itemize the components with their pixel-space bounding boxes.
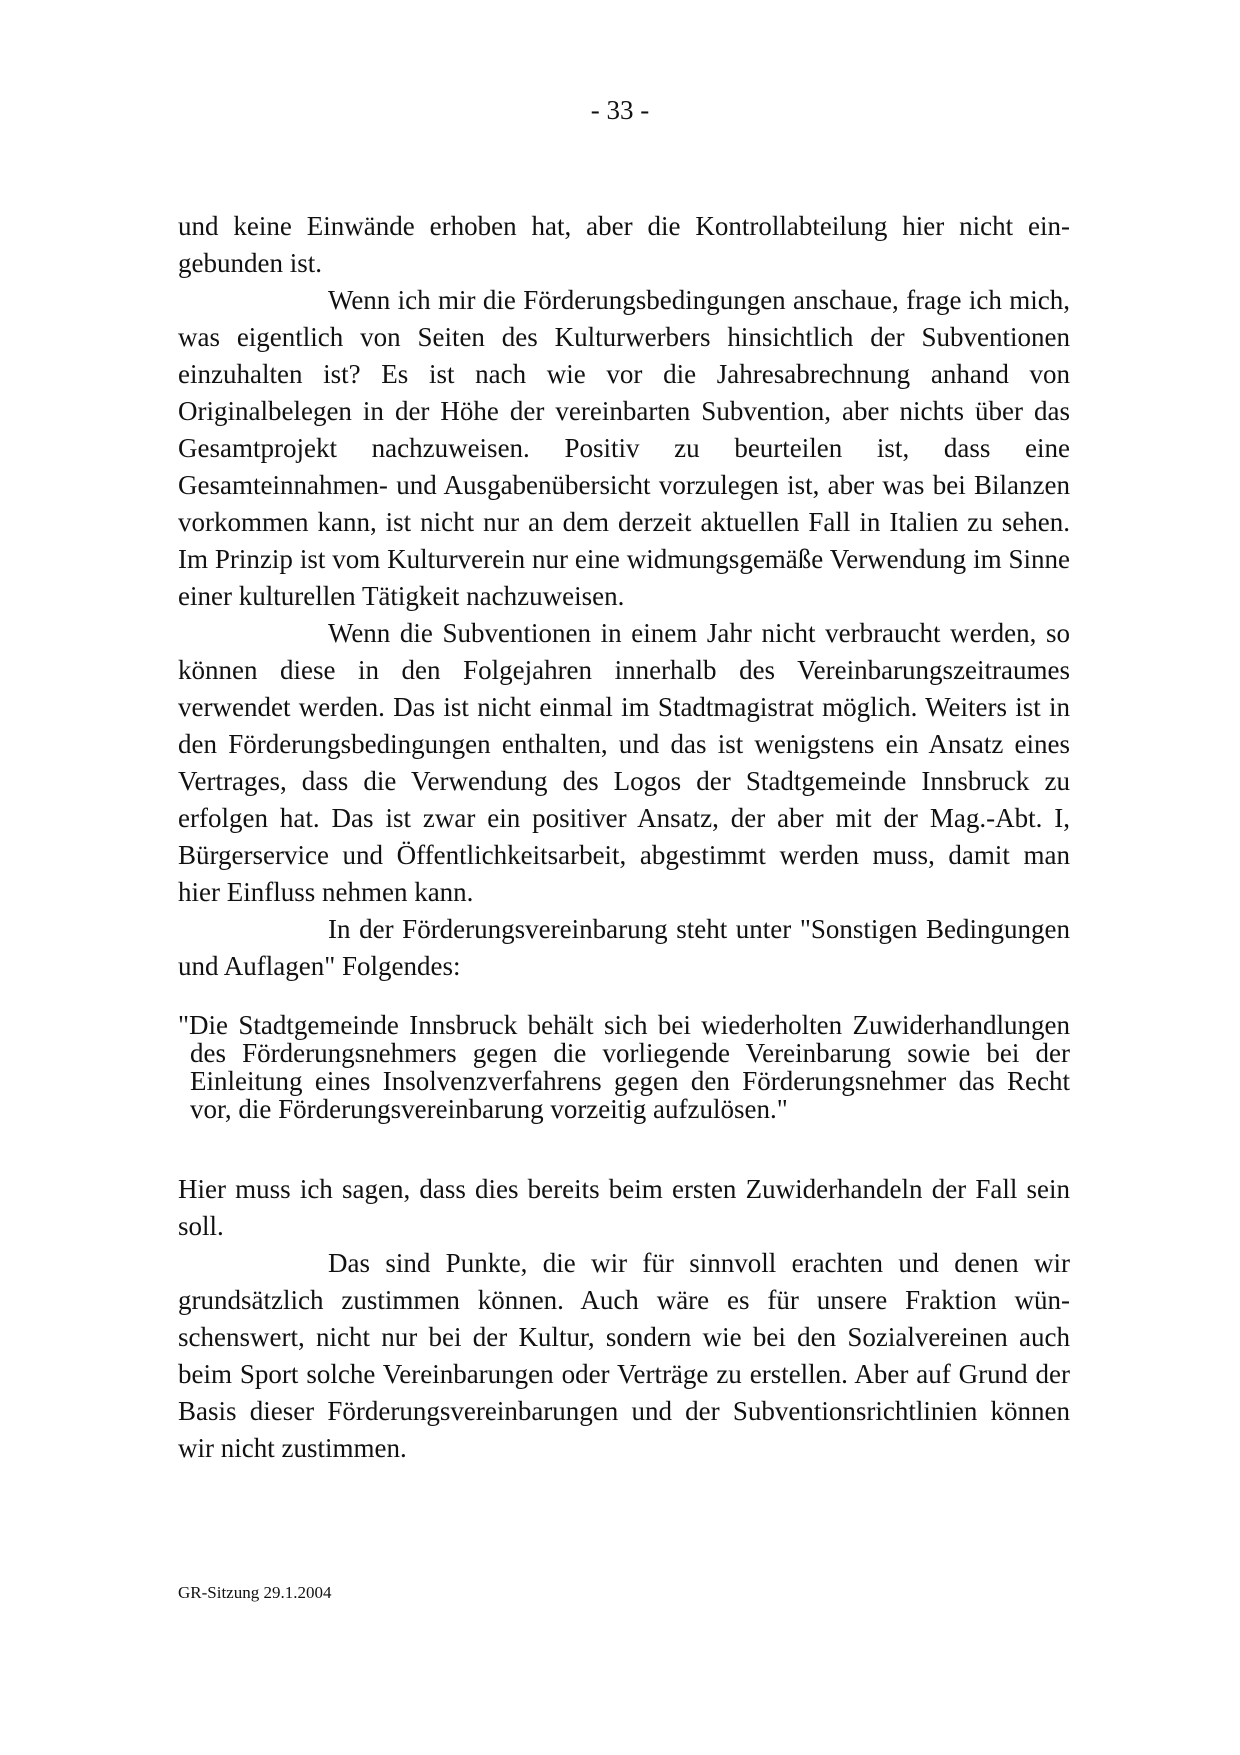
paragraph-foerderungsvereinbarung: In der Förderungsvereinbarung steht unter "Sonstigen Bedingungen und Auflagen" Folgendes: <box>178 914 1070 981</box>
footer-session-date: GR-Sitzung 29.1.2004 <box>178 1583 332 1602</box>
paragraph-foerderungsbedingungen: Wenn ich mir die Förderungsbedingungen anschaue, frage ich mich, was eigentlich von Seiten des Kulturwerbers hinsichtlich der Subventionen einzuhalten ist? Es ist nach wie vor die Jahresabrechnung anhand von Originalbelegen in der Höhe der vereinbarten Subvention, aber nichts über das Gesamtprojekt nachzuweisen. Positiv zu beurteilen ist, dass eine Gesamteinnahmen- und Ausgabenübersicht vorzulegen ist, aber was bei Bilanzen vorkommen kann, ist nicht nur an dem derzeit aktuellen Fall in Italien zu sehen. Im Prinzip ist vom Kulturverein nur eine widmungsgemäße Verwendung im Sinne einer kulturellen Tätigkeit nachzuweisen. <box>178 285 1070 611</box>
paragraph-zuwiderhandeln: Hier muss ich sagen, dass dies bereits beim ersten Zuwiderhandeln der Fall sein soll. <box>178 1174 1070 1241</box>
paragraph-conclusion: Das sind Punkte, die wir für sinnvoll erachten und denen wir grundsätzlich zustimmen können. Auch wäre es für unsere Fraktion wünschenswert, nicht nur bei der Kultur, sondern wie bei den Sozialvereinen auch beim Sport solche Vereinbarungen oder Verträge zu erstellen. Aber auf Grund der Basis dieser Förderungsvereinbarungen und der Subventionsrichtlinien können wir nicht zustimmen. <box>178 1248 1070 1463</box>
document-body <box>178 208 1070 1467</box>
block-quote: "Die Stadtgemeinde Innsbruck behält sich bei wiederholten Zuwiderhandlungen des Förderungsnehmers gegen die vorliegende Vereinbarung sowie bei der Einleitung eines Insolvenzverfahrens gegen den Förderungsnehmer das Recht vor, die Förderungsvereinbarung vorzeitig aufzulösen." <box>178 1010 1070 1124</box>
paragraph-subventionen: Wenn die Subventionen in einem Jahr nicht verbraucht werden, so können diese in den Folgejahren innerhalb des Vereinbarungszeitraumes verwendet werden. Das ist nicht einmal im Stadtmagistrat möglich. Weiters ist in den Förderungsbedingungen enthalten, und das ist wenigstens ein Ansatz eines Vertrages, dass die Verwendung des Logos der Stadtgemeinde Innsbruck zu erfolgen hat. Das ist zwar ein positiver Ansatz, der aber mit der Mag.-Abt. I, Bürgerservice und Öffentlichkeitsarbeit, abgestimmt werden muss, damit man hier Einfluss nehmen kann. <box>178 618 1070 907</box>
paragraph-continuation: und keine Einwände erhoben hat, aber die Kontrollabteilung hier nicht eingebunden ist. <box>178 211 1070 278</box>
page-number: - 33 - <box>590 95 650 125</box>
